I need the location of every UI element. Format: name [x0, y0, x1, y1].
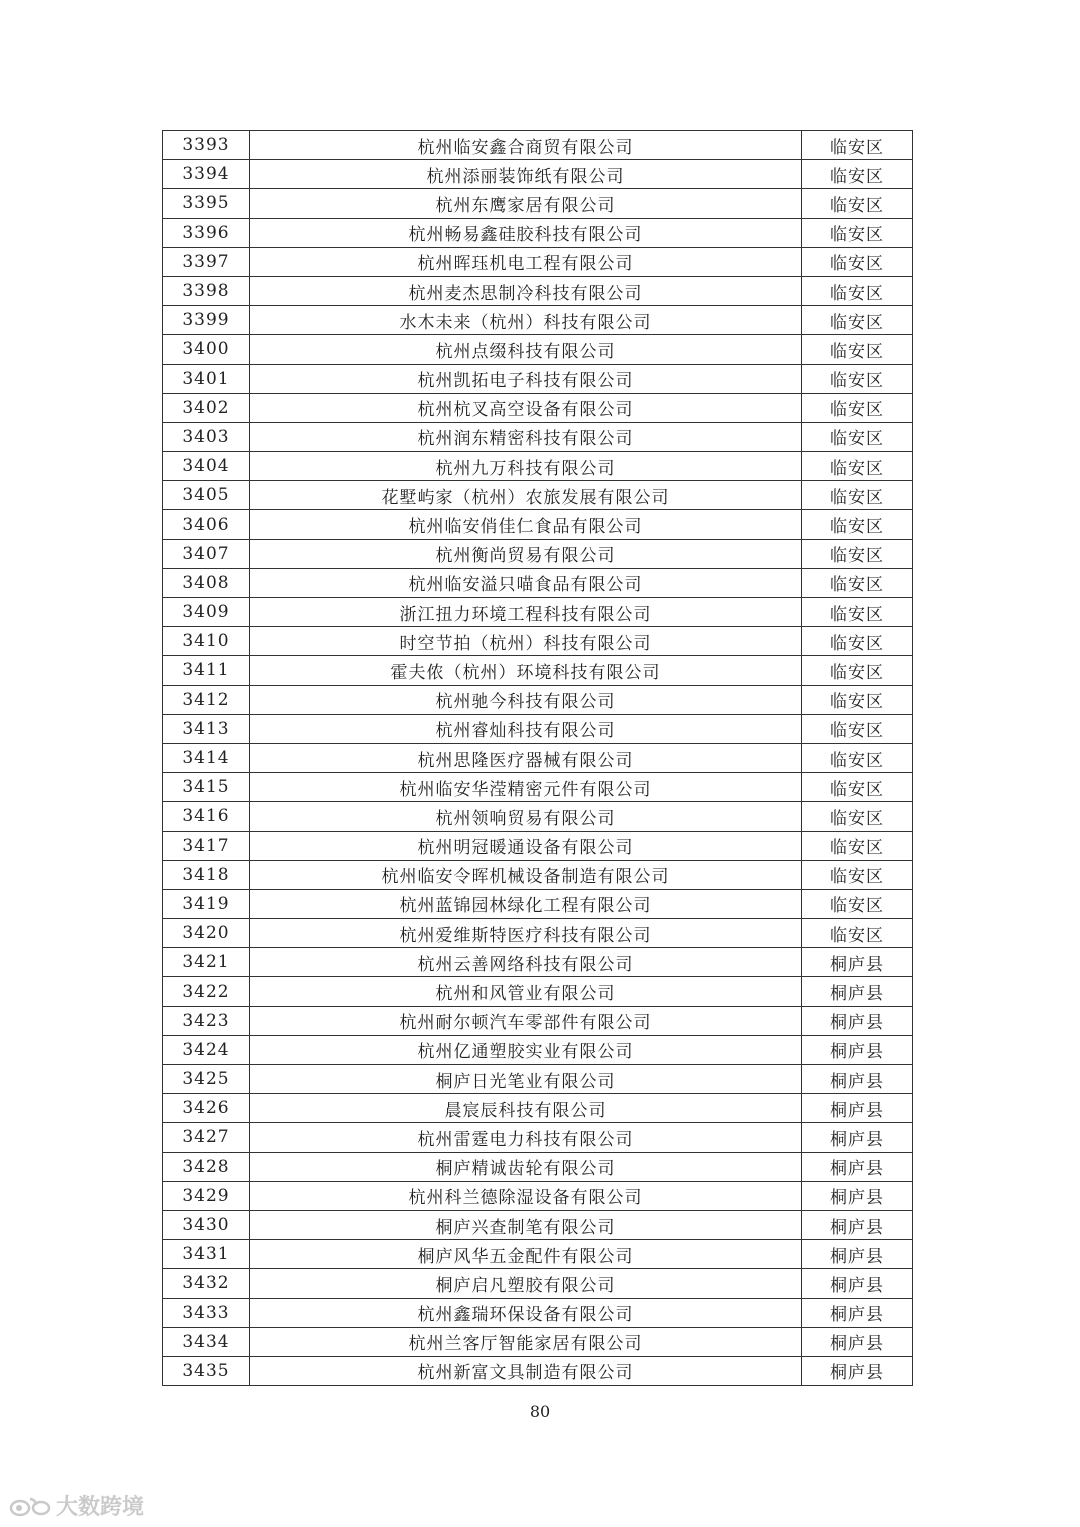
district: 临安区: [802, 276, 913, 305]
company-name: 杭州九万科技有限公司: [250, 452, 802, 481]
row-number: 3427: [163, 1123, 250, 1152]
district: 桐庐县: [802, 1181, 913, 1210]
district: 桐庐县: [802, 1006, 913, 1035]
table-body: [163, 131, 913, 1386]
row-number: 3434: [163, 1327, 250, 1356]
table-row: [163, 627, 913, 656]
district: 临安区: [802, 539, 913, 568]
row-number: 3398: [163, 276, 250, 305]
company-name: 杭州凯拓电子科技有限公司: [250, 364, 802, 393]
company-name: 杭州亿通塑胶实业有限公司: [250, 1035, 802, 1064]
row-number: 3402: [163, 393, 250, 422]
district: 临安区: [802, 510, 913, 539]
row-number: 3416: [163, 802, 250, 831]
table-row: [163, 335, 913, 364]
company-name: 杭州临安俏佳仁食品有限公司: [250, 510, 802, 539]
table-row: [163, 160, 913, 189]
row-number: 3401: [163, 364, 250, 393]
row-number: 3396: [163, 218, 250, 247]
company-name: 杭州科兰德除湿设备有限公司: [250, 1181, 802, 1210]
table-row: [163, 1269, 913, 1298]
company-name: 杭州临安溢只喵食品有限公司: [250, 568, 802, 597]
table-row: [163, 1210, 913, 1239]
row-number: 3417: [163, 831, 250, 860]
district: 桐庐县: [802, 1298, 913, 1327]
row-number: 3399: [163, 306, 250, 335]
district: 临安区: [802, 568, 913, 597]
table-row: [163, 685, 913, 714]
district: 临安区: [802, 889, 913, 918]
district: 桐庐县: [802, 1094, 913, 1123]
company-name: 杭州晖珏机电工程有限公司: [250, 247, 802, 276]
company-name: 桐庐启凡塑胶有限公司: [250, 1269, 802, 1298]
district: 临安区: [802, 218, 913, 247]
district: 临安区: [802, 831, 913, 860]
table-row: [163, 1094, 913, 1123]
row-number: 3428: [163, 1152, 250, 1181]
row-number: 3394: [163, 160, 250, 189]
table-row: [163, 1181, 913, 1210]
table-row: [163, 598, 913, 627]
row-number: 3404: [163, 452, 250, 481]
row-number: 3419: [163, 889, 250, 918]
row-number: 3431: [163, 1240, 250, 1269]
table-row: [163, 422, 913, 451]
company-name: 杭州临安令晖机械设备制造有限公司: [250, 860, 802, 889]
table-row: [163, 977, 913, 1006]
company-name: 杭州兰客厅智能家居有限公司: [250, 1327, 802, 1356]
table-row: [163, 1356, 913, 1385]
row-number: 3414: [163, 743, 250, 772]
row-number: 3418: [163, 860, 250, 889]
row-number: 3397: [163, 247, 250, 276]
company-name: 杭州耐尔顿汽车零部件有限公司: [250, 1006, 802, 1035]
table-row: [163, 452, 913, 481]
district: 临安区: [802, 773, 913, 802]
district: 临安区: [802, 160, 913, 189]
company-name: 杭州畅易鑫硅胶科技有限公司: [250, 218, 802, 247]
company-name: 霍夫侬（杭州）环境科技有限公司: [250, 656, 802, 685]
district: 桐庐县: [802, 1065, 913, 1094]
table-row: [163, 247, 913, 276]
table-row: [163, 364, 913, 393]
row-number: 3430: [163, 1210, 250, 1239]
company-name: 水木未来（杭州）科技有限公司: [250, 306, 802, 335]
district: 桐庐县: [802, 977, 913, 1006]
row-number: 3406: [163, 510, 250, 539]
district: 临安区: [802, 627, 913, 656]
company-name: 桐庐兴查制笔有限公司: [250, 1210, 802, 1239]
district: 临安区: [802, 481, 913, 510]
company-name: 时空节拍（杭州）科技有限公司: [250, 627, 802, 656]
district: 临安区: [802, 335, 913, 364]
row-number: 3395: [163, 189, 250, 218]
company-name: 杭州思隆医疗器械有限公司: [250, 743, 802, 772]
row-number: 3411: [163, 656, 250, 685]
company-name: 花墅屿家（杭州）农旅发展有限公司: [250, 481, 802, 510]
row-number: 3420: [163, 919, 250, 948]
district: 桐庐县: [802, 948, 913, 977]
row-number: 3432: [163, 1269, 250, 1298]
company-name: 桐庐精诚齿轮有限公司: [250, 1152, 802, 1181]
table-row: [163, 306, 913, 335]
district: 桐庐县: [802, 1269, 913, 1298]
district: 临安区: [802, 743, 913, 772]
table-row: [163, 510, 913, 539]
table-row: [163, 1006, 913, 1035]
district: 临安区: [802, 247, 913, 276]
district: 临安区: [802, 393, 913, 422]
page-number: 80: [529, 1402, 551, 1421]
table-row: [163, 1065, 913, 1094]
row-number: 3410: [163, 627, 250, 656]
row-number: 3426: [163, 1094, 250, 1123]
table-row: [163, 218, 913, 247]
row-number: 3415: [163, 773, 250, 802]
company-name: 桐庐日光笔业有限公司: [250, 1065, 802, 1094]
table-row: [163, 1035, 913, 1064]
company-name: 杭州云善网络科技有限公司: [250, 948, 802, 977]
district: 桐庐县: [802, 1240, 913, 1269]
company-name: 杭州润东精密科技有限公司: [250, 422, 802, 451]
district: 桐庐县: [802, 1356, 913, 1385]
enterprise-list-table: [162, 130, 913, 1386]
company-name: 杭州点缀科技有限公司: [250, 335, 802, 364]
district: 临安区: [802, 919, 913, 948]
company-name: 杭州睿灿科技有限公司: [250, 714, 802, 743]
row-number: 3433: [163, 1298, 250, 1327]
company-name: 杭州衡尚贸易有限公司: [250, 539, 802, 568]
table-row: [163, 1298, 913, 1327]
company-name: 杭州和风管业有限公司: [250, 977, 802, 1006]
row-number: 3413: [163, 714, 250, 743]
table-row: [163, 714, 913, 743]
company-name: 杭州爱维斯特医疗科技有限公司: [250, 919, 802, 948]
table-row: [163, 481, 913, 510]
company-name: 浙江扭力环境工程科技有限公司: [250, 598, 802, 627]
company-name: 桐庐风华五金配件有限公司: [250, 1240, 802, 1269]
company-name: 杭州雷霆电力科技有限公司: [250, 1123, 802, 1152]
watermark: [8, 1490, 144, 1521]
table-row: [163, 743, 913, 772]
table-row: [163, 948, 913, 977]
table-row: [163, 1240, 913, 1269]
row-number: 3403: [163, 422, 250, 451]
row-number: 3409: [163, 598, 250, 627]
table-row: [163, 656, 913, 685]
district: 临安区: [802, 306, 913, 335]
table-row: [163, 860, 913, 889]
district: 临安区: [802, 131, 913, 160]
table-row: [163, 831, 913, 860]
table-row: [163, 568, 913, 597]
company-name: 杭州明冠暖通设备有限公司: [250, 831, 802, 860]
row-number: 3429: [163, 1181, 250, 1210]
company-name: 杭州临安鑫合商贸有限公司: [250, 131, 802, 160]
district: 临安区: [802, 802, 913, 831]
district: 临安区: [802, 714, 913, 743]
company-name: 杭州蓝锦园林绿化工程有限公司: [250, 889, 802, 918]
district: 临安区: [802, 364, 913, 393]
row-number: 3393: [163, 131, 250, 160]
row-number: 3405: [163, 481, 250, 510]
district: 桐庐县: [802, 1035, 913, 1064]
district: 临安区: [802, 189, 913, 218]
table-row: [163, 1123, 913, 1152]
company-name: 杭州领响贸易有限公司: [250, 802, 802, 831]
district: 临安区: [802, 422, 913, 451]
district: 临安区: [802, 685, 913, 714]
table-row: [163, 773, 913, 802]
company-name: 杭州杭叉高空设备有限公司: [250, 393, 802, 422]
weibo-logo-icon: [8, 1493, 52, 1519]
table-row: [163, 189, 913, 218]
table-row: [163, 1327, 913, 1356]
district: 临安区: [802, 452, 913, 481]
row-number: 3408: [163, 568, 250, 597]
company-name: 杭州临安华滢精密元件有限公司: [250, 773, 802, 802]
district: 桐庐县: [802, 1210, 913, 1239]
row-number: 3423: [163, 1006, 250, 1035]
row-number: 3400: [163, 335, 250, 364]
table-row: [163, 276, 913, 305]
district: 桐庐县: [802, 1123, 913, 1152]
district: 桐庐县: [802, 1327, 913, 1356]
table-row: [163, 889, 913, 918]
table-row: [163, 131, 913, 160]
row-number: 3407: [163, 539, 250, 568]
company-name: 杭州麦杰思制冷科技有限公司: [250, 276, 802, 305]
company-name: 晨宸辰科技有限公司: [250, 1094, 802, 1123]
row-number: 3412: [163, 685, 250, 714]
company-name: 杭州添丽装饰纸有限公司: [250, 160, 802, 189]
row-number: 3422: [163, 977, 250, 1006]
table-row: [163, 1152, 913, 1181]
company-name: 杭州东鹰家居有限公司: [250, 189, 802, 218]
district: 临安区: [802, 656, 913, 685]
district: 临安区: [802, 598, 913, 627]
row-number: 3424: [163, 1035, 250, 1064]
row-number: 3435: [163, 1356, 250, 1385]
watermark-text: 大数跨境: [56, 1495, 145, 1520]
district: 临安区: [802, 860, 913, 889]
row-number: 3425: [163, 1065, 250, 1094]
company-name: 杭州新富文具制造有限公司: [250, 1356, 802, 1385]
table-row: [163, 802, 913, 831]
table-row: [163, 539, 913, 568]
table-row: [163, 919, 913, 948]
table-row: [163, 393, 913, 422]
company-name: 杭州鑫瑞环保设备有限公司: [250, 1298, 802, 1327]
company-name: 杭州驰今科技有限公司: [250, 685, 802, 714]
district: 桐庐县: [802, 1152, 913, 1181]
row-number: 3421: [163, 948, 250, 977]
